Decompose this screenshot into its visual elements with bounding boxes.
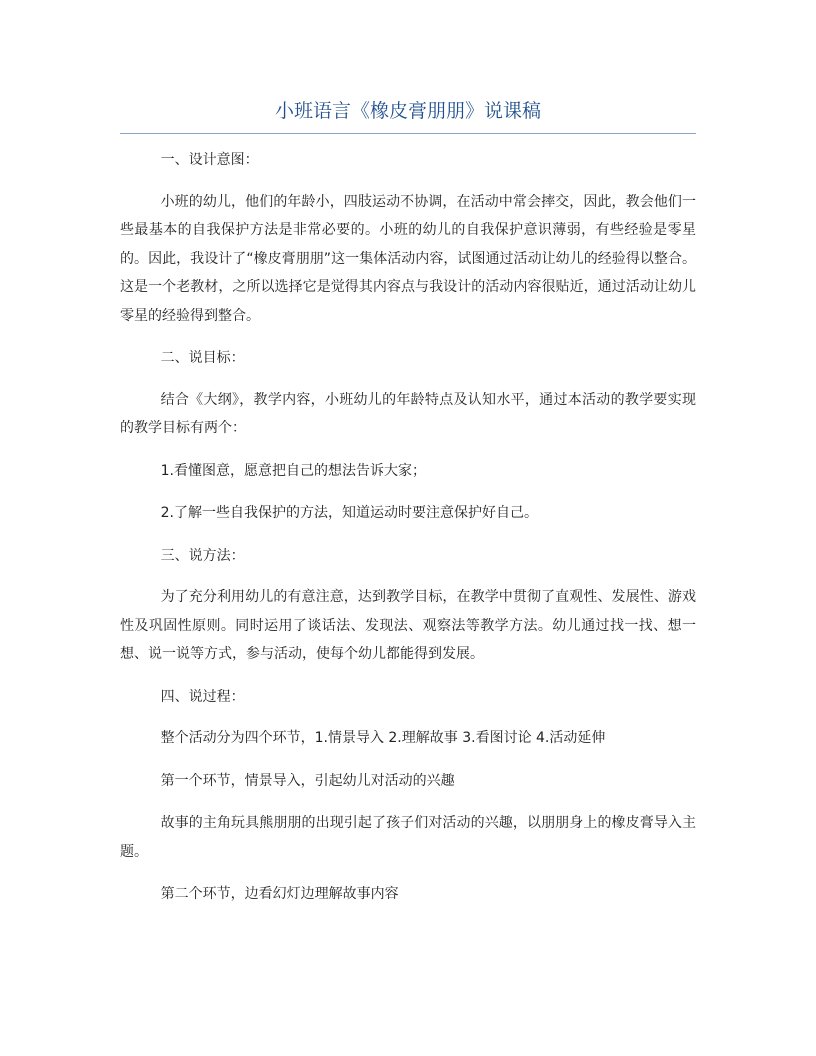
paragraph-design-intent: 小班的幼儿，他们的年龄小，四肢运动不协调，在活动中常会摔交，因此，教会他们一些最基本的自我保护方法是非常必要的。小班的幼儿的自我保护意识薄弱，有些经验是零星的。因此，我设计了“橡皮膏朋朋”这一集体活动内容，试图通过活动让幼儿的经验得以整合。这是一个老教材，之所以选择它是觉得其内容点与我设计的活动内容很贴近，通过活动让幼儿零星的经验得到整合。 [120, 193, 696, 324]
paragraph-step-1-detail: 故事的主角玩具熊朋朋的出现引起了孩子们对活动的兴趣，以朋朋身上的橡皮膏导入主题。 [120, 815, 696, 860]
paragraph-goals-intro: 结合《大纲》，教学内容，小班幼儿的年龄特点及认知水平，通过本活动的教学要实现的教学目标有两个： [120, 391, 696, 436]
section-heading-goals: 二、说目标： [160, 350, 245, 366]
document-title: 小班语言《橡皮膏朋朋》说课稿 [274, 100, 541, 122]
paragraph-process-overview: 整个活动分为四个环节，1.情景导入 2.理解故事 3.看图讨论 4.活动延伸 [160, 730, 606, 746]
paragraph-methods: 为了充分利用幼儿的有意注意，达到教学目标，在教学中贯彻了直观性、发展性、游戏性及巩固性原则。同时运用了谈话法、发现法、观察法等教学方法。幼儿通过找一找、想一想、说一说等方式，参与活动，使每个幼儿都能得到发展。 [120, 589, 696, 662]
goal-item-2: 2.了解一些自我保护的方法，知道运动时要注意保护好自己。 [160, 505, 538, 521]
section-heading-design-intent: 一、设计意图： [160, 152, 259, 168]
paragraph-step-1-heading: 第一个环节，情景导入，引起幼儿对活动的兴趣 [160, 772, 455, 789]
section-heading-methods: 三、说方法： [160, 547, 245, 564]
document-body [120, 146, 696, 923]
paragraph-step-2-heading: 第二个环节，边看幻灯边理解故事内容 [160, 886, 399, 902]
section-heading-process: 四、说过程： [160, 688, 245, 705]
title-divider [120, 133, 696, 134]
goal-item-1: 1.看懂图意，愿意把自己的想法告诉大家； [160, 462, 426, 479]
